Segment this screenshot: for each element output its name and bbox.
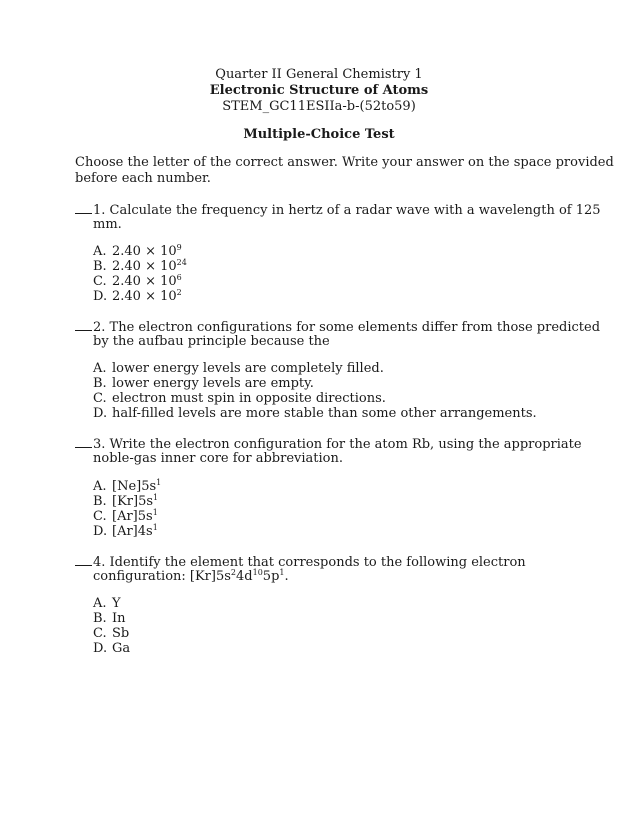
answer-blank-4[interactable] <box>75 553 92 566</box>
question-1-continued: mm. <box>93 217 122 232</box>
question-3-text: 3. Write the electron configuration for the atom Rb, using the appropriate <box>93 437 582 452</box>
question-2-text: 2. The electron configurations for some elements differ from those predicted <box>93 320 601 335</box>
q1-option-b: B. $2.40 \times 10^{24}$ <box>93 258 187 274</box>
q3-option-d: D. $[Ar]4s^1$ <box>93 523 158 539</box>
question-1-text: 1. Calculate the frequency in hertz of a radar wave with a wavelength of 125 <box>93 203 601 218</box>
q1-option-a: A. $2.40 \times 10^9$ <box>93 243 182 259</box>
question-2-continued: by the aufbau principle because the <box>93 334 330 349</box>
question-1 <box>75 201 601 219</box>
answer-blank-3[interactable] <box>75 435 92 448</box>
q2-option-c: C. electron must spin in opposite directions. <box>93 391 386 406</box>
instructions-line-1: Choose the letter of the correct answer. Write your answer on the space provided <box>75 155 614 170</box>
header-title: Electronic Structure of Atoms <box>209 83 429 98</box>
q4-option-d: D. Ga <box>93 641 131 656</box>
q2-option-a: A. lower energy levels are completely filled. <box>93 361 384 376</box>
q1-option-c: C. $2.40 \times 10^6$ <box>93 273 182 289</box>
question-4-continued: configuration: $[Kr]5s^24d^{10}5p^1$. <box>93 568 289 584</box>
answer-blank-2[interactable] <box>75 318 92 331</box>
q1-option-d: D. $2.40 \times 10^2$ <box>93 288 182 304</box>
header-course: Quarter II General Chemistry 1 <box>215 67 423 82</box>
q2-option-d: D. half-filled levels are more stable than some other arrangements. <box>93 406 537 421</box>
instructions-line-2: before each number. <box>75 171 211 186</box>
q3-option-c: C. $[Ar]5s^1$ <box>93 508 158 524</box>
answer-blank-1[interactable] <box>75 201 92 214</box>
q2-option-b: B. lower energy levels are empty. <box>93 376 314 391</box>
q3-option-a: A. $[Ne]5s^1$ <box>93 478 162 494</box>
q3-option-b: B. $[Kr]5s^1$ <box>93 493 159 509</box>
q4-option-a: A. Y <box>93 596 121 611</box>
test-title: Multiple-Choice Test <box>243 127 395 142</box>
header-code: STEM_GC11ESIIa-b-(52to59) <box>222 99 416 114</box>
q4-option-b: B. In <box>93 611 126 626</box>
question-3-continued: noble-gas inner core for abbreviation. <box>93 451 343 466</box>
q4-option-c: C. Sb <box>93 626 130 641</box>
question-4-text: 4. Identify the element that corresponds to the following electron <box>93 555 526 570</box>
